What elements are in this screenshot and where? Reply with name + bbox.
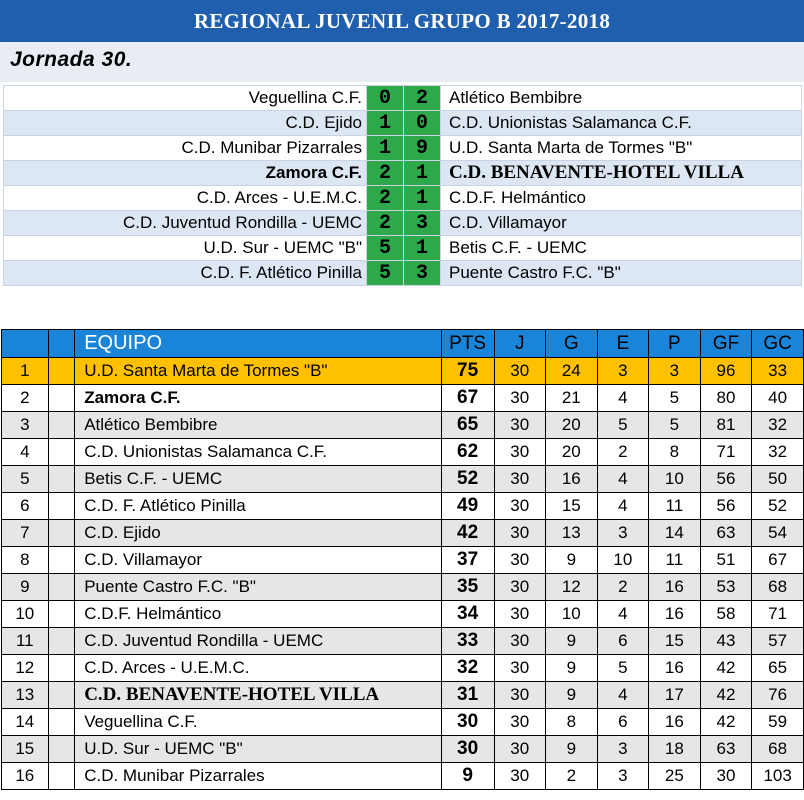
header-p: P: [649, 330, 701, 358]
position: 1: [2, 358, 49, 385]
away-goals: 2: [404, 86, 441, 111]
position: 7: [2, 520, 49, 547]
won: 21: [546, 385, 598, 412]
lost: 15: [649, 628, 701, 655]
points: 75: [441, 358, 494, 385]
goals-for: 56: [700, 466, 752, 493]
points: 9: [441, 763, 494, 790]
home-goals: 1: [367, 136, 404, 161]
standings-row: [2, 628, 804, 655]
drawn: 5: [597, 412, 649, 439]
played: 30: [494, 655, 546, 682]
drawn: 3: [597, 358, 649, 385]
standings-row: [2, 709, 804, 736]
won: 20: [546, 412, 598, 439]
blank-cell: [48, 493, 75, 520]
standings-row: [2, 736, 804, 763]
played: 30: [494, 466, 546, 493]
team-name: C.D. Ejido: [75, 520, 442, 547]
won: 13: [546, 520, 598, 547]
away-goals: 9: [404, 136, 441, 161]
drawn: 2: [597, 439, 649, 466]
goals-against: 65: [752, 655, 804, 682]
drawn: 6: [597, 709, 649, 736]
team-name: Zamora C.F.: [75, 385, 442, 412]
drawn: 4: [597, 385, 649, 412]
result-row: [4, 86, 802, 111]
drawn: 4: [597, 493, 649, 520]
blank-cell: [48, 439, 75, 466]
away-team: C.D. Unionistas Salamanca C.F.: [441, 111, 802, 136]
team-name: C.D. Arces - U.E.M.C.: [75, 655, 442, 682]
drawn: 4: [597, 682, 649, 709]
home-team: Zamora C.F.: [4, 161, 367, 186]
played: 30: [494, 358, 546, 385]
home-team: C.D. Juventud Rondilla - UEMC: [4, 211, 367, 236]
points: 32: [441, 655, 494, 682]
result-row-highlight: [4, 161, 802, 186]
goals-for: 63: [700, 520, 752, 547]
goals-against: 50: [752, 466, 804, 493]
played: 30: [494, 412, 546, 439]
played: 30: [494, 547, 546, 574]
blank-cell: [48, 547, 75, 574]
played: 30: [494, 385, 546, 412]
team-name: U.D. Santa Marta de Tormes "B": [75, 358, 442, 385]
drawn: 10: [597, 547, 649, 574]
team-name: U.D. Sur - UEMC "B": [75, 736, 442, 763]
team-name: C.D. F. Atlético Pinilla: [75, 493, 442, 520]
lost: 10: [649, 466, 701, 493]
drawn: 4: [597, 466, 649, 493]
lost: 5: [649, 412, 701, 439]
result-row: [4, 136, 802, 161]
goals-for: 80: [700, 385, 752, 412]
goals-against: 68: [752, 574, 804, 601]
header-pts: PTS: [441, 330, 494, 358]
standings-row-highlight: [2, 682, 804, 709]
won: 9: [546, 682, 598, 709]
header-gc: GC: [752, 330, 804, 358]
played: 30: [494, 493, 546, 520]
goals-against: 67: [752, 547, 804, 574]
drawn: 3: [597, 763, 649, 790]
team-name: Veguellina C.F.: [75, 709, 442, 736]
standings-row: [2, 385, 804, 412]
blank-cell: [48, 682, 75, 709]
blank-cell: [48, 358, 75, 385]
goals-for: 42: [700, 655, 752, 682]
team-name: C.D. Juventud Rondilla - UEMC: [75, 628, 442, 655]
points: 52: [441, 466, 494, 493]
goals-against: 68: [752, 736, 804, 763]
result-row: [4, 186, 802, 211]
team-name: C.D.F. Helmántico: [75, 601, 442, 628]
played: 30: [494, 628, 546, 655]
standings-row: [2, 412, 804, 439]
won: 9: [546, 736, 598, 763]
home-team: C.D. Ejido: [4, 111, 367, 136]
position: 12: [2, 655, 49, 682]
played: 30: [494, 439, 546, 466]
goals-against: 103: [752, 763, 804, 790]
position: 6: [2, 493, 49, 520]
won: 12: [546, 574, 598, 601]
blank-cell: [48, 466, 75, 493]
lost: 11: [649, 493, 701, 520]
away-team: C.D.F. Helmántico: [441, 186, 802, 211]
jornada-label: Jornada 30.: [10, 48, 133, 71]
position: 5: [2, 466, 49, 493]
result-row: [4, 211, 802, 236]
goals-against: 32: [752, 439, 804, 466]
won: 9: [546, 547, 598, 574]
position: 8: [2, 547, 49, 574]
lost: 11: [649, 547, 701, 574]
points: 62: [441, 439, 494, 466]
away-team: C.D. Villamayor: [441, 211, 802, 236]
blank-cell: [48, 385, 75, 412]
points: 49: [441, 493, 494, 520]
standings-row: [2, 574, 804, 601]
goals-against: 32: [752, 412, 804, 439]
standings-row: [2, 493, 804, 520]
goals-for: 51: [700, 547, 752, 574]
won: 20: [546, 439, 598, 466]
goals-for: 96: [700, 358, 752, 385]
goals-against: 71: [752, 601, 804, 628]
standings-row: [2, 601, 804, 628]
won: 8: [546, 709, 598, 736]
header-blank: [48, 330, 75, 358]
blank-cell: [48, 709, 75, 736]
position: 4: [2, 439, 49, 466]
drawn: 2: [597, 574, 649, 601]
away-goals: 3: [404, 261, 441, 286]
home-team: C.D. Munibar Pizarrales: [4, 136, 367, 161]
points: 31: [441, 682, 494, 709]
drawn: 3: [597, 520, 649, 547]
goals-for: 81: [700, 412, 752, 439]
jornada-bar: [0, 42, 804, 82]
home-team: U.D. Sur - UEMC "B": [4, 236, 367, 261]
position: 2: [2, 385, 49, 412]
position: 3: [2, 412, 49, 439]
standings-row: [2, 439, 804, 466]
played: 30: [494, 763, 546, 790]
home-goals: 2: [367, 161, 404, 186]
team-name: Puente Castro F.C. "B": [75, 574, 442, 601]
won: 10: [546, 601, 598, 628]
standings-row: [2, 547, 804, 574]
goals-against: 59: [752, 709, 804, 736]
blank-cell: [48, 412, 75, 439]
blank-cell: [48, 736, 75, 763]
points: 30: [441, 736, 494, 763]
points: 67: [441, 385, 494, 412]
points: 42: [441, 520, 494, 547]
position: 10: [2, 601, 49, 628]
result-row: [4, 261, 802, 286]
goals-for: 56: [700, 493, 752, 520]
lost: 8: [649, 439, 701, 466]
goals-against: 57: [752, 628, 804, 655]
blank-cell: [48, 520, 75, 547]
won: 2: [546, 763, 598, 790]
away-team: U.D. Santa Marta de Tormes "B": [441, 136, 802, 161]
away-goals: 0: [404, 111, 441, 136]
lost: 16: [649, 709, 701, 736]
results-table: [3, 85, 802, 286]
position: 16: [2, 763, 49, 790]
goals-against: 40: [752, 385, 804, 412]
standings-row: [2, 358, 804, 385]
lost: 16: [649, 601, 701, 628]
goals-against: 54: [752, 520, 804, 547]
header-e: E: [597, 330, 649, 358]
header-team: EQUIPO: [75, 330, 442, 358]
position: 14: [2, 709, 49, 736]
away-team: Atlético Bembibre: [441, 86, 802, 111]
lost: 3: [649, 358, 701, 385]
team-name: C.D. Villamayor: [75, 547, 442, 574]
home-team: C.D. F. Atlético Pinilla: [4, 261, 367, 286]
drawn: 5: [597, 655, 649, 682]
goals-for: 42: [700, 682, 752, 709]
goals-for: 63: [700, 736, 752, 763]
home-goals: 5: [367, 261, 404, 286]
away-team: C.D. BENAVENTE-HOTEL VILLA: [441, 161, 802, 186]
blank-cell: [48, 763, 75, 790]
blank-cell: [48, 655, 75, 682]
away-goals: 1: [404, 236, 441, 261]
goals-for: 58: [700, 601, 752, 628]
points: 33: [441, 628, 494, 655]
blank-cell: [48, 574, 75, 601]
result-row: [4, 236, 802, 261]
standings-row: [2, 763, 804, 790]
header-position: [2, 330, 49, 358]
points: 37: [441, 547, 494, 574]
lost: 16: [649, 574, 701, 601]
played: 30: [494, 682, 546, 709]
position: 13: [2, 682, 49, 709]
home-goals: 1: [367, 111, 404, 136]
drawn: 3: [597, 736, 649, 763]
blank-cell: [48, 601, 75, 628]
away-goals: 1: [404, 161, 441, 186]
team-name: Atlético Bembibre: [75, 412, 442, 439]
blank-cell: [48, 628, 75, 655]
goals-for: 30: [700, 763, 752, 790]
won: 15: [546, 493, 598, 520]
home-team: C.D. Arces - U.E.M.C.: [4, 186, 367, 211]
drawn: 4: [597, 601, 649, 628]
home-team: Veguellina C.F.: [4, 86, 367, 111]
standings-row: [2, 655, 804, 682]
points: 65: [441, 412, 494, 439]
away-team: Betis C.F. - UEMC: [441, 236, 802, 261]
standings-table: [1, 329, 804, 790]
goals-for: 71: [700, 439, 752, 466]
won: 9: [546, 655, 598, 682]
lost: 16: [649, 655, 701, 682]
goals-for: 53: [700, 574, 752, 601]
goals-for: 43: [700, 628, 752, 655]
away-goals: 1: [404, 186, 441, 211]
team-name: C.D. Unionistas Salamanca C.F.: [75, 439, 442, 466]
lost: 17: [649, 682, 701, 709]
played: 30: [494, 574, 546, 601]
home-goals: 0: [367, 86, 404, 111]
away-team: Puente Castro F.C. "B": [441, 261, 802, 286]
won: 24: [546, 358, 598, 385]
standings-header: [2, 330, 804, 358]
played: 30: [494, 601, 546, 628]
lost: 18: [649, 736, 701, 763]
standings-row: [2, 466, 804, 493]
won: 9: [546, 628, 598, 655]
lost: 25: [649, 763, 701, 790]
home-goals: 2: [367, 211, 404, 236]
points: 35: [441, 574, 494, 601]
played: 30: [494, 736, 546, 763]
played: 30: [494, 520, 546, 547]
position: 15: [2, 736, 49, 763]
goals-against: 33: [752, 358, 804, 385]
home-goals: 5: [367, 236, 404, 261]
header-g: G: [546, 330, 598, 358]
points: 30: [441, 709, 494, 736]
drawn: 6: [597, 628, 649, 655]
lost: 14: [649, 520, 701, 547]
points: 34: [441, 601, 494, 628]
away-goals: 3: [404, 211, 441, 236]
won: 16: [546, 466, 598, 493]
goals-for: 42: [700, 709, 752, 736]
standings-row: [2, 520, 804, 547]
goals-against: 52: [752, 493, 804, 520]
lost: 5: [649, 385, 701, 412]
header-gf: GF: [700, 330, 752, 358]
goals-against: 76: [752, 682, 804, 709]
team-name: C.D. Munibar Pizarrales: [75, 763, 442, 790]
team-name: Betis C.F. - UEMC: [75, 466, 442, 493]
home-goals: 2: [367, 186, 404, 211]
position: 11: [2, 628, 49, 655]
played: 30: [494, 709, 546, 736]
page-title: REGIONAL JUVENIL GRUPO B 2017-2018: [0, 0, 804, 42]
header-j: J: [494, 330, 546, 358]
position: 9: [2, 574, 49, 601]
team-name: C.D. BENAVENTE-HOTEL VILLA: [75, 682, 442, 709]
result-row: [4, 111, 802, 136]
